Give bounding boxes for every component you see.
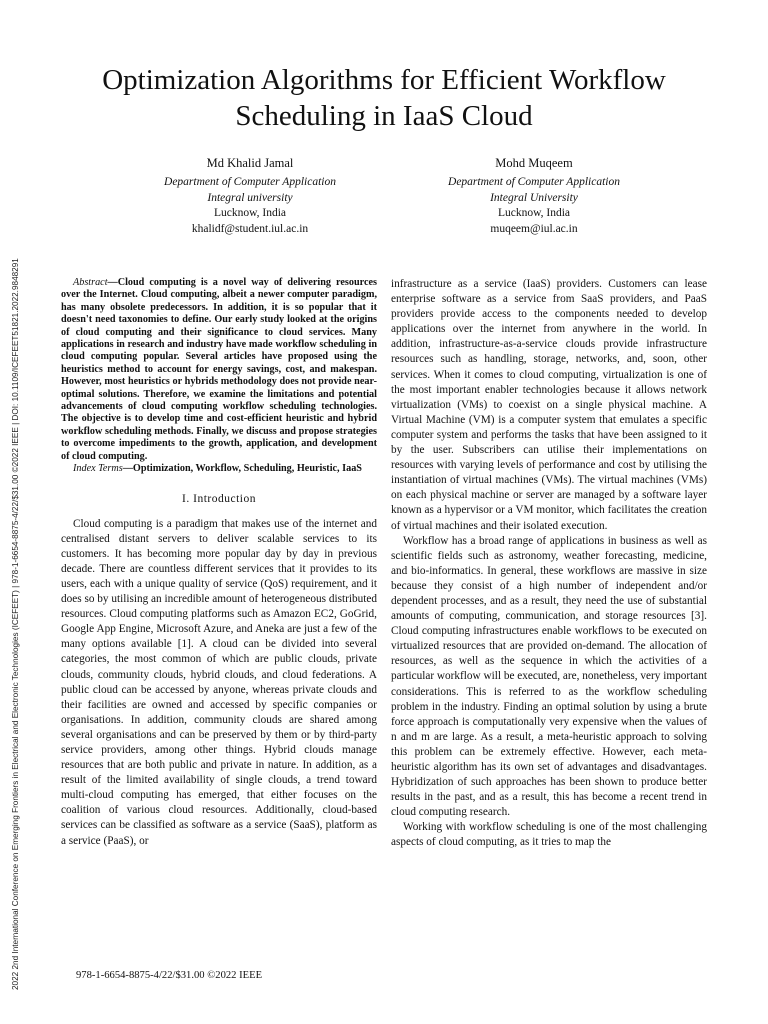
index-terms-label: Index Terms xyxy=(73,463,123,475)
index-terms xyxy=(61,463,377,475)
abstract-label: Abstract xyxy=(73,277,108,288)
author-email: muqeem@iul.ac.in xyxy=(490,223,578,236)
author-name: Md Khalid Jamal xyxy=(206,156,294,170)
side-citation-note xyxy=(3,110,29,990)
left-column xyxy=(61,277,377,849)
author-name: Mohd Muqeem xyxy=(495,156,573,170)
author-block-2 xyxy=(384,156,684,238)
paragraph: infrastructure as a service (IaaS) providers. Customers can lease enterprise software as a service from SaaS providers, and PaaS providers provide access to the components needed to develop applications over the internet from anywhere in the world. In addition, infrastructure-as-a-service clouds provide infrastructure resources such as handling, storage, networks, and, soon, other services. When it comes to cloud computing, virtualization is one of the most important enabler technologies because it allows network virtualization (VMs) to coexist on a single physical machine. A Virtual Machine (VM) is a computer system that emulates a specific computer system and performs the tasks that have been assigned to it by the user. Subscribers can utilise their implementations on resources with varying levels of performance and cost by utilising the instantiation of virtual machines (VMs). The virtual machines (VMs) on each physical machine or server are managed by a software layer known as a hypervisor or a VM monitor, which facilitates the creation of virtual machines and their isolated execution. xyxy=(391,278,707,532)
author-block-1 xyxy=(100,156,400,238)
title-line-1: Optimization Algorithms for Efficient Workflow xyxy=(102,64,666,96)
abstract-text: —Cloud computing is a novel way of delivering resources over the Internet. Cloud computing, albeit a newer computer paradigm, has many obsolete predecessors. In addition, it is so popular that it doesn't need taxonomies to define. Our early study looked at the origins of cloud computing and their significance to cloud services. Many applications in research and industry have made workflow scheduling in cloud computing popular. Several articles have proposed using the heuristics method to account for energy savings, cost, and makespan. However, most heuristics or hybrids methodology does not provide near-optimal solutions. Therefore, we examine the limitations and potential advancements of cloud computing workflow scheduling technologies. The objective is to develop time and cost-efficient heuristic and hybrid workflow scheduling methods. Finally, we discuss and propose strategies to overcome impediments to the growth, application, and development of cloud computing. xyxy=(61,277,377,462)
index-terms-text: —Optimization, Workflow, Scheduling, Heuristic, IaaS xyxy=(122,463,362,475)
title-line-2: Scheduling in IaaS Cloud xyxy=(235,100,533,132)
paragraph: Workflow has a broad range of applications in business as well as scientific fields such as astronomy, weather forecasting, medicine, and bio-informatics. In general, these workflows are massive in size because they consist of a high number of independent and/or dependent processes, and as a result, they need the use of substantial amounts of computing, communication, and storage resources [3]. Cloud computing infrastructures enable workflows to be executed on virtualized resources that are provided on-demand. The allocation of resources, as well as the sequence in which the activities of a particular workflow will be executed, are, nonetheless, very important considerations. This is referred to as the workflow scheduling problem in the industry. Finding an optimal solution by using a brute force approach is computationally very expensive when the values of n and m are large. As a result, a meta-heuristic approach to solving this problem can be extremely effective. However, each meta-heuristic algorithm has its own set of advantages and disadvantages. Hybridization of such approaches has been shown to produce better results in the past, and as a result, this has become a recent trend in cloud computing research. xyxy=(391,534,707,819)
author-location: Lucknow, India xyxy=(497,207,571,220)
page-footer: 978-1-6654-8875-4/22/$31.00 ©2022 IEEE xyxy=(76,970,263,981)
author-location: Lucknow, India xyxy=(213,207,287,220)
author-email: khalidf@student.iul.ac.in xyxy=(191,223,309,236)
abstract xyxy=(61,277,377,463)
paragraph: Cloud computing is a paradigm that makes use of the internet and centralised distant servers to deliver scalable services to its customers. It has becoming more popular day by day in previous decade. There are countless different services that it provides to its users, each with a unique quality of service (QoS) requirement, and it does so by utilising an incredible amount of heterogeneous distributed resources. Cloud computing platforms such as Amazon EC2, GoGrid, Google App Engine, Microsoft Azure, and Aneka are just a few of the many options available [1]. A cloud can be divided into several categories, the most common of which are public clouds, private clouds, community clouds, hybrid clouds, and cloud federations. A public cloud can be accessed by anyone, whereas private clouds and their facilities are owned and accessed by specific companies or organisations. In addition, community clouds are shared among several organisations and can be preserved by them or by third-party service providers, among other things. Hybrid clouds manage resources that are both public and private in nature. In addition, as a result of the limited availability of single clouds, a trend toward multi-cloud computing has emerged, that either focuses on the coalition of various cloud resources. Additionally, cloud-based services can be classified as software as a service (SaaS), platform as a service (PaaS), or xyxy=(61,517,377,847)
paragraph: Working with workflow scheduling is one of the most challenging aspects of cloud computing, as it tries to map the xyxy=(391,821,707,849)
author-university: Integral university xyxy=(207,191,293,204)
paper-title xyxy=(60,62,708,134)
section-heading: I. Introduction xyxy=(182,492,256,505)
side-citation-text: 2022 2nd International Conference on Emerging Frontiers in Electrical and Electronic Technologies (ICEFEET) | 978-1-6654-8875-4/22/$31.00 ©2022 IEEE | DOI: 10.1109/ICEFEET51821.2022.9848291 xyxy=(11,258,20,990)
right-column xyxy=(391,277,707,851)
author-university: Integral University xyxy=(490,191,578,204)
author-department: Department of Computer Application xyxy=(164,175,336,188)
author-department: Department of Computer Application xyxy=(448,175,620,188)
